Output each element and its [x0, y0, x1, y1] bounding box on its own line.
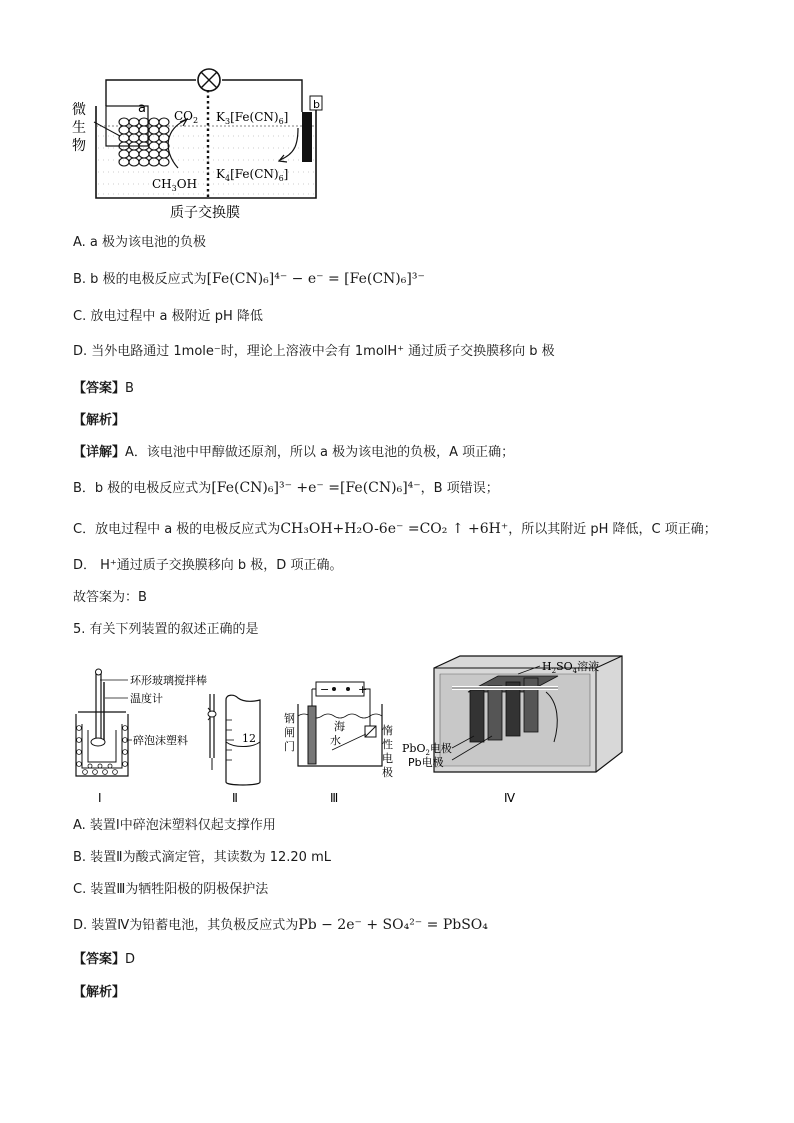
label-microbe-2: 生 [72, 120, 86, 136]
q5-option-c: C. 装置Ⅲ为牺牲阳极的阴极保护法 [73, 882, 269, 897]
label-foam: 碎泡沫塑料 [133, 734, 188, 747]
q4-answer [73, 380, 134, 398]
q4-detail-d: D． H⁺通过质子交换膜移向 b 极，D 项正确。 [73, 558, 343, 573]
apparatus-iv-lead-battery [402, 652, 640, 808]
label-I: Ⅰ [98, 791, 102, 805]
label-II: Ⅱ [232, 791, 238, 805]
foam-pieces [77, 726, 128, 775]
label-IV: Ⅳ [504, 791, 516, 805]
label-pb-electrode: Pb电极 [408, 756, 444, 769]
q4-detail-c [73, 520, 717, 539]
q4-option-b [73, 270, 425, 289]
microbe-coils [119, 118, 169, 166]
q4-conclusion: 故答案为：B [73, 590, 147, 605]
q4-option-b-text: B. b 极的电极反应式为 [73, 272, 207, 287]
label-gate-3: 门 [284, 740, 295, 753]
power-plus: + [358, 683, 368, 696]
fuel-cell-diagram [66, 62, 336, 222]
detail-c-formula: CH₃OH+H₂O-6e⁻ =CO₂ ↑ +6H⁺ [280, 521, 509, 537]
label-pbo2-electrode: PbO$_2$电极 [402, 742, 452, 757]
q5-option-d-text: D. 装置Ⅳ为铅蓄电池，其负极反应式为 [73, 918, 299, 933]
burette-reading: 12 [242, 732, 256, 745]
q4-detail-b [73, 479, 499, 498]
q4-option-b-formula: [Fe(CN)₆]⁴⁻ − e⁻ = [Fe(CN)₆]³⁻ [206, 271, 425, 287]
power-minus: − [320, 683, 330, 696]
label-membrane: 质子交换膜 [170, 205, 240, 221]
label-microbe-3: 物 [72, 138, 86, 154]
q4-detail-a [73, 444, 514, 462]
q5-answer-label: 【答案】 [73, 952, 126, 967]
q4-option-d: D. 当外电路通过 1mole⁻时，理论上溶液中会有 1molH⁺ 通过质子交换膜移向 b 极 [73, 344, 555, 359]
label-k3-ferricyanide: $K_3[Fe(CN)_6]$ [216, 110, 289, 126]
q5-option-d-formula: Pb − 2e⁻ + SO₄²⁻ = PbSO₄ [298, 917, 488, 933]
apparatus-iii-protection [286, 678, 396, 808]
label-microbe-1: 微 [72, 102, 86, 118]
lamp-icon [198, 69, 220, 91]
apparatus-i-calorimeter [70, 668, 207, 808]
q4-analysis-heading [73, 412, 125, 430]
q5-answer [73, 951, 135, 969]
detail-b-text: B．b 极的电极反应式为 [73, 481, 212, 496]
detail-c-text: C．放电过程中 a 极的电极反应式为 [73, 522, 281, 537]
q5-answer-value: D [125, 952, 136, 967]
label-k4-ferrocyanide: $K_4[Fe(CN)_6]$ [216, 167, 289, 183]
q4-option-c: C. 放电过程中 a 极附近 pH 降低 [73, 309, 263, 324]
label-III: Ⅲ [330, 791, 339, 805]
q5-option-b: B. 装置Ⅱ为酸式滴定管，其读数为 12.20 mL [73, 850, 331, 865]
detail-label: 【详解】 [73, 445, 126, 460]
label-seawater-2: 水 [330, 734, 341, 747]
q4-option-a: A. a 极为该电池的负极 [73, 235, 207, 250]
label-co2: $CO_2$ [174, 109, 199, 125]
analysis-label: 【解析】 [73, 413, 126, 428]
q5-option-a: A. 装置Ⅰ中碎泡沫塑料仅起支撑作用 [73, 818, 276, 833]
label-inert-2: 性 [382, 738, 393, 751]
q5-stem: 5. 有关下列装置的叙述正确的是 [73, 622, 259, 637]
label-gate-1: 钢 [284, 712, 295, 725]
label-inert-4: 极 [382, 766, 393, 779]
detail-b-formula: [Fe(CN)₆]³⁻ +e⁻ =[Fe(CN)₆]⁴⁻ [211, 480, 421, 496]
label-h2so4: $H_2SO_4$溶液 [542, 660, 600, 675]
q5-option-d [73, 916, 488, 935]
label-ch3oh: $CH_3OH$ [152, 177, 198, 193]
detail-c-end: ，所以其附近 pH 降低，C 项正确； [508, 522, 717, 537]
label-a: a [138, 101, 146, 116]
apparatus-ii-burette [198, 690, 278, 808]
label-inert-3: 电 [382, 752, 393, 765]
label-seawater-1: 海 [334, 720, 345, 733]
q5-analysis-heading [73, 984, 125, 1002]
detail-a-text: A．该电池中甲醇做还原剂，所以 a 极为该电池的负极，A 项正确； [125, 445, 515, 460]
label-gate-2: 闸 [284, 726, 295, 739]
q5-analysis-label: 【解析】 [73, 985, 126, 1000]
label-b: b [313, 98, 320, 111]
label-thermometer: 温度计 [130, 692, 163, 705]
label-stir-rod: 环形玻璃搅拌棒 [130, 674, 207, 687]
answer-label: 【答案】 [73, 381, 126, 396]
detail-b-end: ，B 项错误； [420, 481, 499, 496]
answer-value: B [125, 381, 134, 396]
label-inert-1: 惰 [382, 724, 393, 737]
